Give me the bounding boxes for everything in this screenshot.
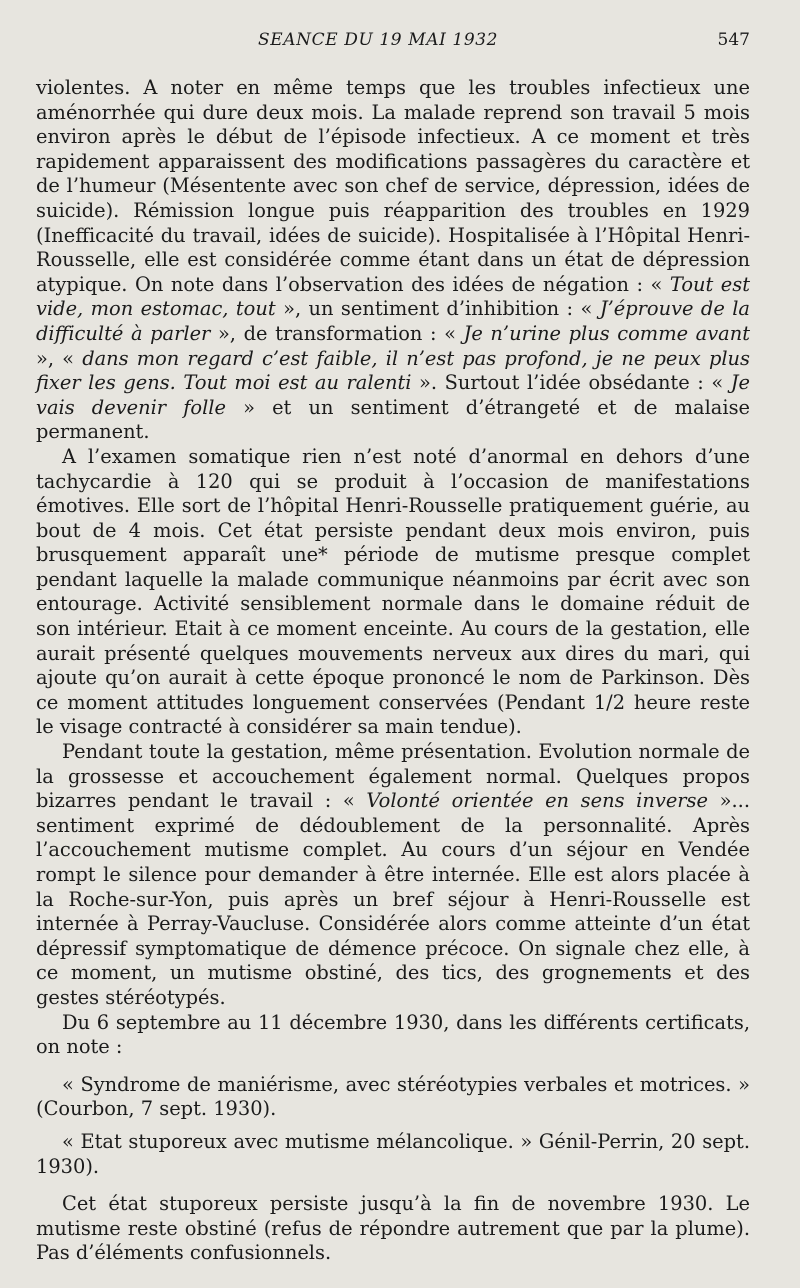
text-run: ». Surtout l’idée obsédante : « [411, 371, 731, 395]
patient-quote: J’éprouve de la difficulté à parler [36, 297, 750, 345]
text-run: », de transformation : « [210, 321, 464, 345]
article-body [36, 76, 750, 1266]
text-run: », un sentiment d’inhibition : « [275, 297, 600, 321]
paragraph-gestation [36, 740, 750, 1011]
certificate-quote-genil-perrin: « Etat stuporeux avec mutisme mélancolique. » Génil-Perrin, 20 sept. 1930). [36, 1129, 750, 1178]
certificate-quote-courbon: « Syndrome de maniérisme, avec stéréotypies verbales et motrices. » (Courbon, 7 sept. 1930). [36, 1072, 750, 1121]
paragraph-continued [36, 76, 750, 445]
page-number: 547 [717, 30, 750, 50]
paragraph-somatic-exam: A l’examen somatique rien n’est noté d’anormal en dehors d’une tachycardie à 120 qui se produit à l’occasion de manifestations émotives. Elle sort de l’hôpital Henri-Rousselle pratiquement guérie, au bout de 4 mois. Cet état persiste pendant deux mois environ, puis brusquement apparaît une* période de mutisme presque complet pendant laquelle la malade communique néanmoins par écrit avec son entourage. Activité sensiblement normale dans le domaine réduit de son intérieur. Etait à ce moment enceinte. Au cours de la gestation, elle aurait présenté quelques mouvements nerveux aux dires du mari, qui ajoute qu’on aurait à cette époque prononcé le nom de Parkinson. Dès ce moment attitudes longuement conservées (Pendant 1/2 heure reste le visage contracté à considérer sa main tendue). [36, 444, 750, 739]
paragraph-certificates: Du 6 septembre au 11 décembre 1930, dans les différents certificats, on note : [36, 1010, 750, 1059]
page-header-title: SEANCE DU 19 MAI 1932 [258, 30, 499, 50]
text-run: » et un sentiment d’étrangeté et de malaise permanent. [36, 395, 750, 444]
text-run: »... sentiment exprimé de dédoublement de la personnalité. Après l’accouchement mutisme complet. Au cours d’un séjour en Vendée rompt le silence pour demander à être internée. Elle est alors placée à la Roche-sur-Yon, puis après un bref séjour à Henri-Rousselle est internée à Perray-Vaucluse. Considérée alors comme atteinte d’un état dépressif symptomatique de démence précoce. On signale chez elle, à ce moment, un mutisme obstiné, des tics, des grognements et des gestes stéréotypés. [36, 789, 750, 1009]
patient-quote: dans mon regard c’est faible, il n’est pas profond, je ne peux plus fixer les gens. Tout moi est au ralenti [36, 346, 750, 395]
patient-quote: Je n’urine plus comme avant [463, 321, 751, 345]
paragraph-stupor: Cet état stuporeux persiste jusqu’à la fin de novembre 1930. Le mutisme reste obstiné (refus de répondre autrement que par la plume). Pas d’éléments confusionnels. [36, 1192, 750, 1265]
text-run: violentes. A noter en même temps que les troubles infectieux une aménorrhée qui dure deux mois. La malade reprend son travail 5 mois environ après le début de l’épisode infectieux. A ce moment et très rapidement apparaissent des modifications passagères du caractère et de l’humeur (Mésentente avec son chef de service, dépression, idées de suicide). Rémission longue puis réapparition des troubles en 1929 (Inefficacité du travail, idées de suicide). Hospitalisée à l’Hôpital Henri-Rousselle, elle est considérée comme étant dans un état de dépression atypique. On note dans l’observation des idées de négation : « [36, 76, 750, 296]
patient-quote: Volonté orientée en sens inverse [366, 789, 708, 813]
text-run: Pendant toute la gestation, même présentation. Evolution normale de la grossesse et accouchement également normal. Quelques propos bizarres pendant le travail : « [36, 740, 750, 813]
patient-quote: Tout est vide, mon estomac, tout [36, 272, 751, 321]
text-run: », « [36, 346, 83, 370]
running-head [0, 30, 800, 58]
patient-quote: Je vais devenir folle [36, 371, 750, 419]
